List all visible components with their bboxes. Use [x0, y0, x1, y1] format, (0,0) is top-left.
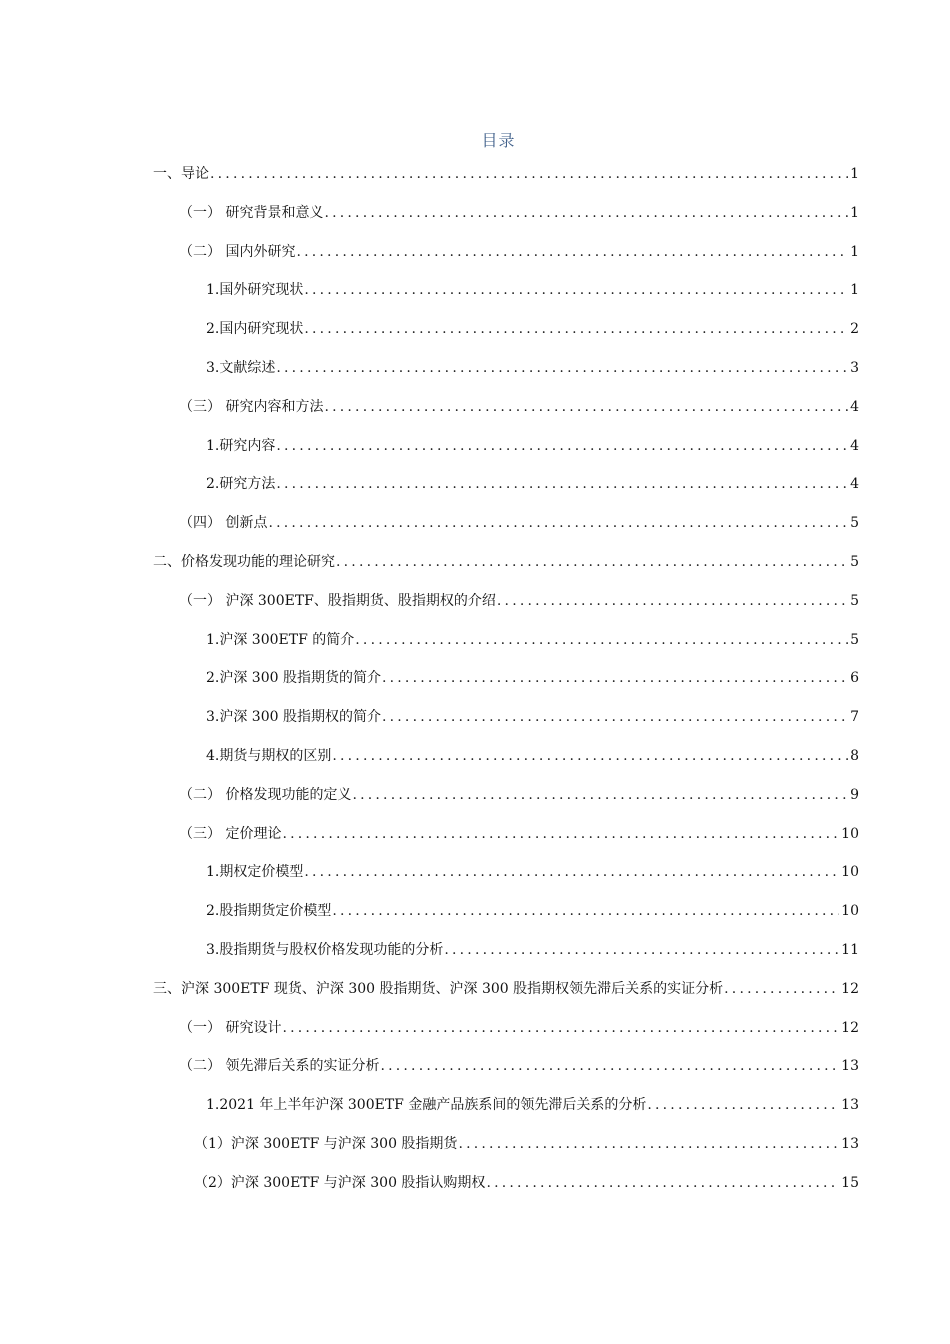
- toc-entry-label: 3.文献综述: [206, 360, 276, 376]
- toc-leader-dots: [352, 785, 848, 805]
- toc-entry-label: （一） 研究背景和意义: [179, 205, 324, 221]
- toc-leader-dots: [355, 630, 848, 650]
- toc-leader-dots: [332, 901, 839, 921]
- toc-entry-page: 10: [841, 826, 859, 842]
- toc-leader-dots: [444, 940, 839, 960]
- toc-leader-dots: [497, 591, 848, 611]
- toc-entry-label: （二） 价格发现功能的定义: [179, 787, 352, 803]
- toc-entry-page: 5: [850, 593, 859, 609]
- toc-entry-page: 13: [841, 1136, 859, 1152]
- toc-entry-page: 5: [850, 554, 859, 570]
- toc-entry-page: 13: [841, 1058, 859, 1074]
- toc-entry[interactable]: [206, 936, 859, 960]
- toc-leader-dots: [336, 552, 848, 572]
- toc-entry-page: 6: [850, 670, 859, 686]
- toc-entry[interactable]: [206, 315, 859, 339]
- toc-entry[interactable]: [153, 548, 859, 572]
- toc-entry[interactable]: [179, 781, 859, 805]
- toc-entry[interactable]: [206, 626, 859, 650]
- toc-entry-label: （三） 定价理论: [179, 826, 282, 842]
- toc-entry-label: （二） 领先滞后关系的实证分析: [179, 1058, 380, 1074]
- toc-entry-label: （四） 创新点: [179, 515, 268, 531]
- toc-leader-dots: [647, 1095, 839, 1115]
- toc-entry-page: 4: [850, 438, 859, 454]
- toc-entry[interactable]: [179, 393, 859, 417]
- toc-entry-label: 1.2021 年上半年沪深 300ETF 金融产品族系间的领先滞后关系的分析: [206, 1097, 647, 1113]
- toc-leader-dots: [458, 1134, 839, 1154]
- toc-leader-dots: [282, 824, 839, 844]
- toc-leader-dots: [268, 513, 848, 533]
- toc-entry-page: 7: [850, 709, 859, 725]
- toc-entry[interactable]: [206, 470, 859, 494]
- toc-entry-label: 1.研究内容: [206, 438, 276, 454]
- toc-entry-page: 12: [841, 981, 859, 997]
- toc-entry-page: 1: [850, 244, 859, 260]
- toc-leader-dots: [276, 436, 848, 456]
- toc-entry[interactable]: [179, 199, 859, 223]
- toc-leader-dots: [332, 746, 848, 766]
- toc-entry-label: （1）沪深 300ETF 与沪深 300 股指期货: [194, 1136, 458, 1152]
- toc-entry[interactable]: [206, 703, 859, 727]
- toc-entry-label: 1.沪深 300ETF 的简介: [206, 632, 355, 648]
- toc-entry-page: 12: [841, 1020, 859, 1036]
- toc-entry-page: 13: [841, 1097, 859, 1113]
- toc-entry[interactable]: [153, 160, 859, 184]
- toc-leader-dots: [324, 203, 848, 223]
- toc-entry[interactable]: [179, 1014, 859, 1038]
- toc-entry-label: 3.股指期货与股权价格发现功能的分析: [206, 942, 444, 958]
- toc-entry-label: 1.期权定价模型: [206, 864, 304, 880]
- toc-entry-page: 10: [841, 864, 859, 880]
- toc-leader-dots: [380, 1056, 839, 1076]
- toc-entry-page: 8: [850, 748, 859, 764]
- toc-entry-label: 2.沪深 300 股指期货的简介: [206, 670, 381, 686]
- toc-entry[interactable]: [194, 1169, 859, 1193]
- toc-entry-page: 4: [850, 399, 859, 415]
- toc-leader-dots: [304, 280, 848, 300]
- toc-entry-page: 4: [850, 476, 859, 492]
- toc-entry-label: 2.研究方法: [206, 476, 276, 492]
- toc-entry-label: （一） 沪深 300ETF、股指期货、股指期权的介绍: [179, 593, 496, 609]
- toc-leader-dots: [276, 474, 848, 494]
- toc-leader-dots: [486, 1173, 839, 1193]
- toc-entry-page: 15: [841, 1175, 859, 1191]
- toc-entry[interactable]: [153, 975, 859, 999]
- toc-entry-page: 5: [850, 515, 859, 531]
- toc-entry-label: 三、沪深 300ETF 现货、沪深 300 股指期货、沪深 300 股指期权领先滞后关系的实证分析: [153, 981, 724, 997]
- toc-entry-page: 2: [850, 321, 859, 337]
- toc-entry-label: 1.国外研究现状: [206, 282, 304, 298]
- toc-entry-page: 10: [841, 903, 859, 919]
- toc-leader-dots: [324, 397, 848, 417]
- toc-entry-label: 二、价格发现功能的理论研究: [153, 554, 335, 570]
- toc-entry[interactable]: [206, 432, 859, 456]
- toc-leader-dots: [304, 319, 848, 339]
- toc-entry-label: 2.股指期货定价模型: [206, 903, 332, 919]
- toc-entry-label: （2）沪深 300ETF 与沪深 300 股指认购期权: [194, 1175, 486, 1191]
- toc-entry-label: 3.沪深 300 股指期权的简介: [206, 709, 381, 725]
- toc-entry-page: 3: [850, 360, 859, 376]
- toc-entry-label: 2.国内研究现状: [206, 321, 304, 337]
- toc-leader-dots: [282, 1018, 839, 1038]
- toc-entry-label: 4.期货与期权的区别: [206, 748, 332, 764]
- toc-entry-page: 9: [850, 787, 859, 803]
- toc-entry-page: 5: [850, 632, 859, 648]
- toc-leader-dots: [382, 707, 848, 727]
- toc-leader-dots: [296, 242, 848, 262]
- toc-entry-page: 1: [850, 166, 859, 182]
- toc-leader-dots: [276, 358, 848, 378]
- toc-entry[interactable]: [179, 587, 859, 611]
- toc-entry[interactable]: [206, 354, 859, 378]
- toc-entry[interactable]: [179, 238, 859, 262]
- toc-title: 目录: [481, 131, 516, 150]
- toc-entry[interactable]: [206, 276, 859, 300]
- toc-entry[interactable]: [179, 1052, 859, 1076]
- toc-entry-label: 一、导论: [153, 166, 209, 182]
- toc-entry-page: 11: [841, 942, 859, 958]
- toc-entry[interactable]: [179, 509, 859, 533]
- toc-leader-dots: [304, 862, 839, 882]
- toc-entry-label: （三） 研究内容和方法: [179, 399, 324, 415]
- toc-entry[interactable]: [206, 742, 859, 766]
- toc-entry[interactable]: [179, 820, 859, 844]
- toc-entry[interactable]: [206, 664, 859, 688]
- toc-entry-label: （一） 研究设计: [179, 1020, 282, 1036]
- toc-entry[interactable]: [206, 1091, 859, 1115]
- toc-entry[interactable]: [194, 1130, 859, 1154]
- toc-entry-page: 1: [850, 205, 859, 221]
- toc-entry-page: 1: [850, 282, 859, 298]
- toc-leader-dots: [724, 979, 839, 999]
- toc-leader-dots: [210, 164, 848, 184]
- toc-entry[interactable]: [206, 897, 859, 921]
- toc-entry[interactable]: [206, 858, 859, 882]
- toc-leader-dots: [382, 668, 848, 688]
- toc-entry-label: （二） 国内外研究: [179, 244, 296, 260]
